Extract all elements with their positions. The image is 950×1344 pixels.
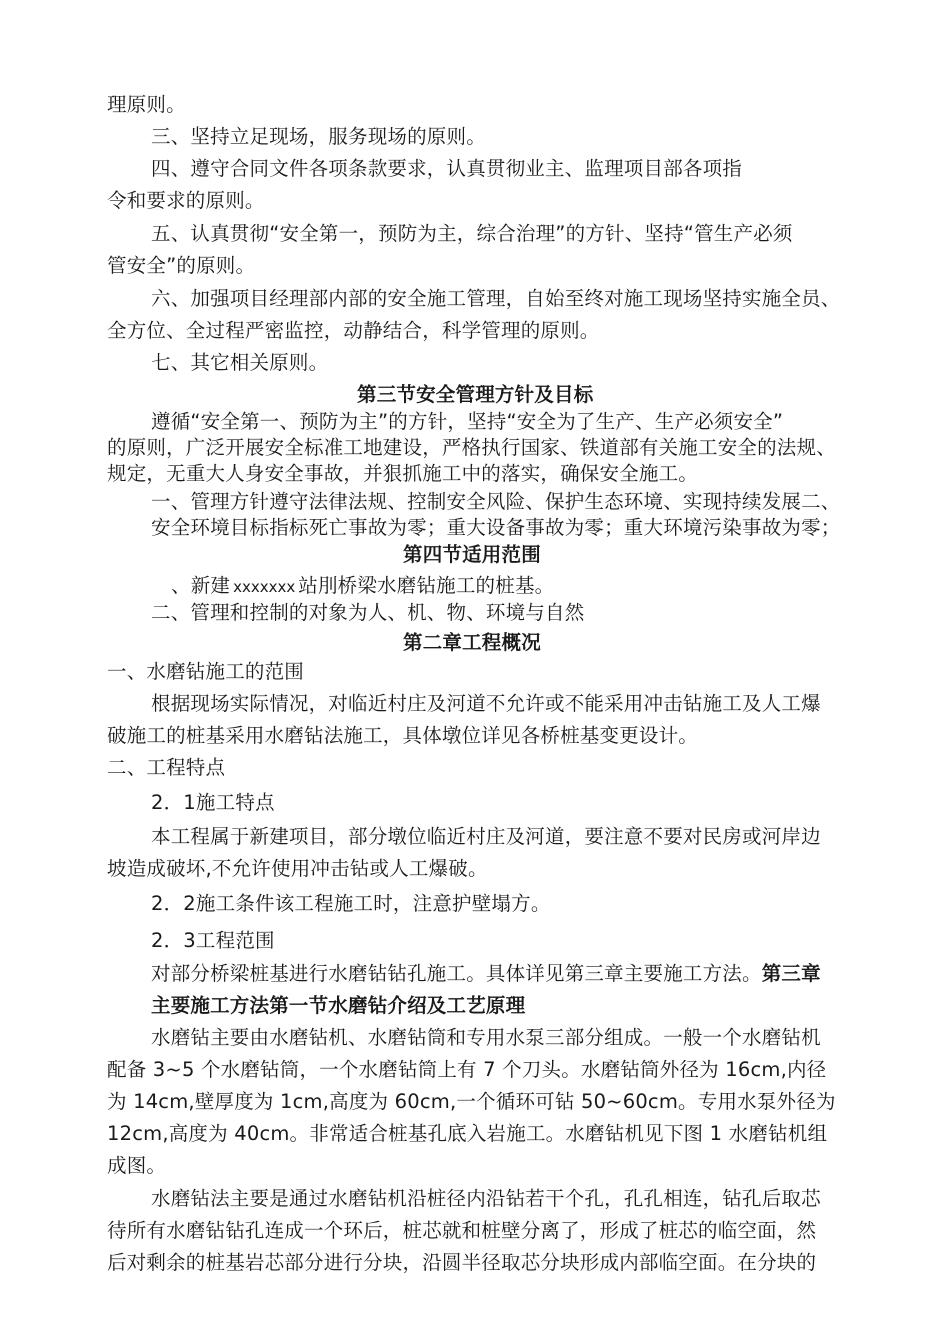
text-line: 五、认真贯彻“安全第一，预防为主，综合治理”的方针、坚持“管生产必须 xyxy=(151,222,793,245)
text-line: 管安全”的原则。 xyxy=(107,254,256,277)
text-line: 坡造成破坏,不允许使用冲击钻或人工爆破。 xyxy=(107,857,488,880)
text-line: 水磨钻主要由水磨钻机、水磨钻筒和专用水泵三部分组成。一般一个水磨钻机 xyxy=(151,1026,821,1049)
text-line: 一、水磨钻施工的范围 xyxy=(107,660,305,683)
text-line: 配备 3~5 个水磨钻筒，一个水磨钻筒上有 7 个刀头。水磨钻筒外径为 16cm,内径 xyxy=(107,1058,827,1081)
text-line: 规定，无重大人身安全事故，并狠抓施工中的落实，确保安全施工。 xyxy=(107,462,699,485)
text-line: 七、其它相关原则。 xyxy=(151,351,329,374)
text-line xyxy=(171,573,554,600)
text-run: 、新建 xyxy=(171,574,231,597)
section-heading: 第四节适用范围 xyxy=(403,543,541,566)
text-line: 安全环境目标指标死亡事故为零；重大设备事故为零；重大环境污染事故为零； xyxy=(151,516,841,539)
text-line: 令和要求的原则。 xyxy=(107,189,265,212)
text-line: 12cm,高度为 40cm。非常适合桩基孔底入岩施工。水磨钻机见下图 1 水磨钻机组 xyxy=(107,1122,828,1145)
section-heading: 主要施工方法第一节水磨钻介绍及工艺原理 xyxy=(151,994,526,1017)
text-line xyxy=(151,961,821,987)
text-line: 为 14cm,壁厚度为 1cm,高度为 60cm,一个循环可钻 50~60cm。专用水泵外径为 xyxy=(107,1090,836,1113)
chapter-heading-inline: 第三章 xyxy=(761,962,821,985)
text-run: 对部分桥梁桩基进行水磨钻钻孔施工。具体详见第三章主要施工方法。 xyxy=(151,962,762,985)
text-run: 站刖桥梁水磨钻施工的桩基。 xyxy=(298,574,555,597)
text-line: 水磨钻法主要是通过水磨钻机沿桩径内沿钻若干个孔，孔孔相连，钻孔后取芯 xyxy=(151,1187,821,1210)
text-line: 四、遵守合同文件各项条款要求，认真贯彻业主、监理项目部各项指 xyxy=(151,157,743,180)
text-line: 遵循“安全第一、预防为主”的方针，坚持“安全为了生产、生产必须安全” xyxy=(151,410,784,433)
text-line: 破施工的桩基采用水磨钻法施工，具体墩位详见各桥桩基变更设计。 xyxy=(107,724,699,747)
text-line: 成图。 xyxy=(107,1154,167,1177)
text-line: 本工程属于新建项目，部分墩位临近村庄及河道，要注意不要对民房或河岸边 xyxy=(151,825,821,848)
text-line: 2．2施工条件该工程施工时，注意护壁塌方。 xyxy=(151,892,551,915)
text-line: 2．1施工特点 xyxy=(151,791,275,814)
text-line: 一、管理方针遵守法律法规、控制安全风险、保护生态环境、实现持续发展二、 xyxy=(151,490,841,513)
text-run-placeholder: xxxxxxx xyxy=(233,578,296,596)
text-line: 二、工程特点 xyxy=(107,756,226,779)
text-line: 六、加强项目经理部内部的安全施工管理，自始至终对施工现场坚持实施全员、 xyxy=(151,287,841,310)
text-line: 三、坚持立足现场，服务现场的原则。 xyxy=(151,125,486,148)
section-heading: 第三节安全管理方针及目标 xyxy=(357,383,594,406)
text-line: 二、管理和控制的对象为人、机、物、环境与自然 xyxy=(151,601,585,624)
text-line: 根据现场实际情况，对临近村庄及河道不允许或不能采用冲击钻施工及人工爆 xyxy=(151,692,821,715)
text-line: 的原则，广泛开展安全标准工地建设，严格执行国家、铁道部有关施工安全的法规、 xyxy=(107,436,836,459)
text-line: 后对剩余的桩基岩芯部分进行分块，沿圆半径取芯分块形成内部临空面。在分块的 xyxy=(107,1251,817,1274)
text-line: 全方位、全过程严密监控，动静结合，科学管理的原则。 xyxy=(107,319,600,342)
text-line: 待所有水磨钻钻孔连成一个环后，桩芯就和桩壁分离了，形成了桩芯的临空面，然 xyxy=(107,1219,817,1242)
text-line: 2．3工程范围 xyxy=(151,929,275,952)
text-line: 理原则。 xyxy=(107,93,186,116)
chapter-heading: 第二章工程概况 xyxy=(403,631,541,654)
